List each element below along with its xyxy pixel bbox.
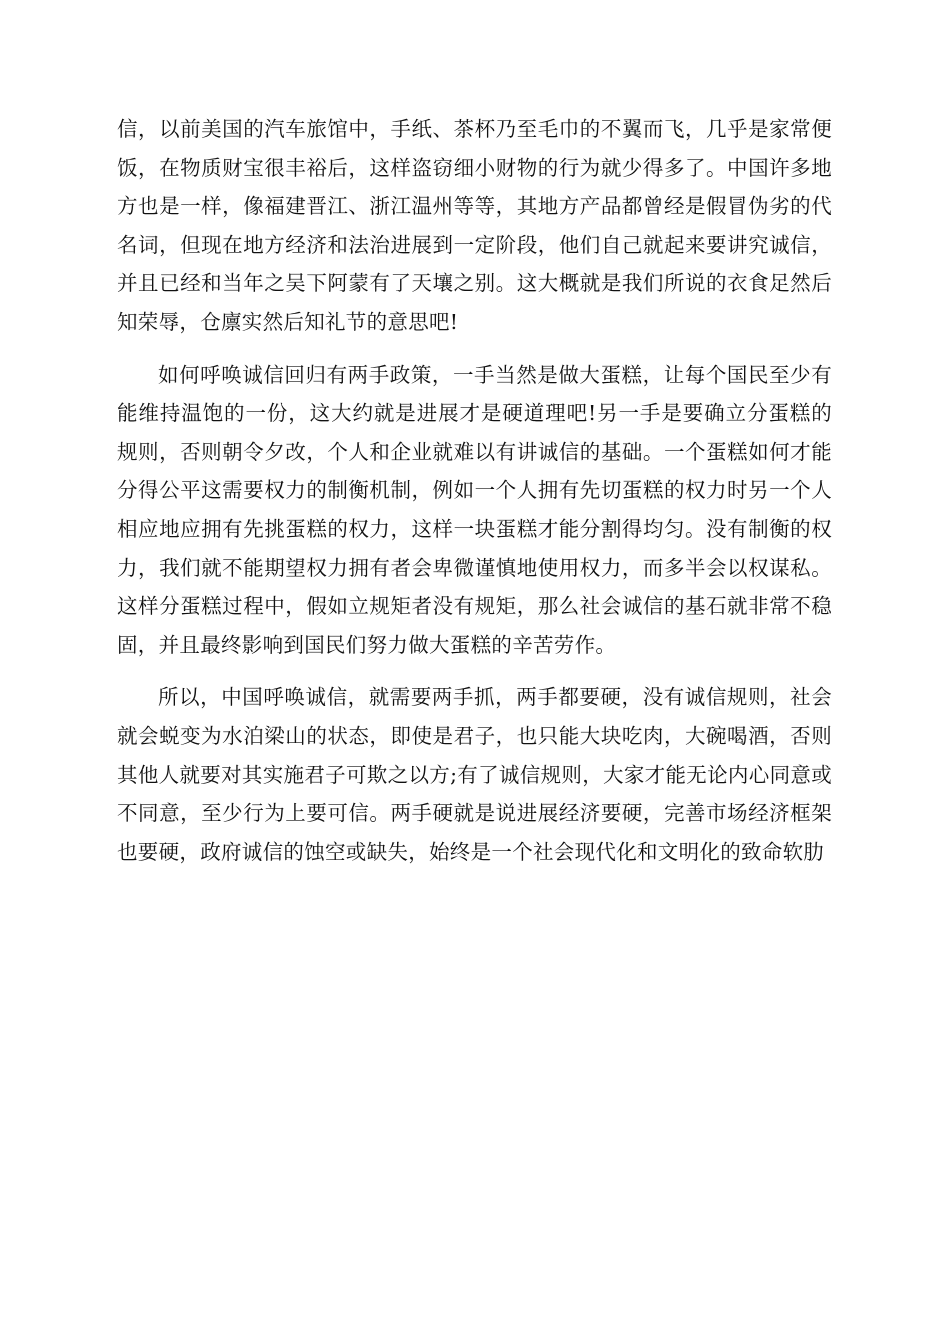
paragraph-3: 所以，中国呼唤诚信，就需要两手抓，两手都要硬，没有诚信规则，社会就会蜕变为水泊梁山的状态，即使是君子，也只能大块吃肉，大碗喝酒，否则其他人就要对其实施君子可欺之以方;有了诚信规则，大家才能无论内心同意或不同意，至少行为上要可信。两手硬就是说进展经济要硬，完善市场经济框架也要硬，政府诚信的蚀空或缺失，始终是一个社会现代化和文明化的致命软肋 [117, 685, 832, 864]
paragraph-1: 信，以前美国的汽车旅馆中，手纸、茶杯乃至毛巾的不翼而飞，几乎是家常便饭，在物质财宝很丰裕后，这样盗窃细小财物的行为就少得多了。中国许多地方也是一样，像福建晋江、浙江温州等等，其地方产品都曾经是假冒伪劣的代名词，但现在地方经济和法治进展到一定阶段，他们自己就起来要讲究诚信，并且已经和当年之吴下阿蒙有了天壤之别。这大概就是我们所说的衣食足然后知荣辱，仓廪实然后知礼节的意思吧! [117, 117, 832, 334]
paragraph-2: 如何呼唤诚信回归有两手政策，一手当然是做大蛋糕，让每个国民至少有能维持温饱的一份，这大约就是进展才是硬道理吧!另一手是要确立分蛋糕的规则，否则朝令夕改，个人和企业就难以有讲诚信的基础。一个蛋糕如何才能分得公平这需要权力的制衡机制，例如一个人拥有先切蛋糕的权力时另一个人相应地应拥有先挑蛋糕的权力，这样一块蛋糕才能分割得均匀。没有制衡的权力，我们就不能期望权力拥有者会卑微谨慎地使用权力，而多半会以权谋私。这样分蛋糕过程中，假如立规矩者没有规矩，那么社会诚信的基石就非常不稳固，并且最终影响到国民们努力做大蛋糕的辛苦劳作。 [117, 362, 832, 657]
document-body [117, 110, 832, 871]
